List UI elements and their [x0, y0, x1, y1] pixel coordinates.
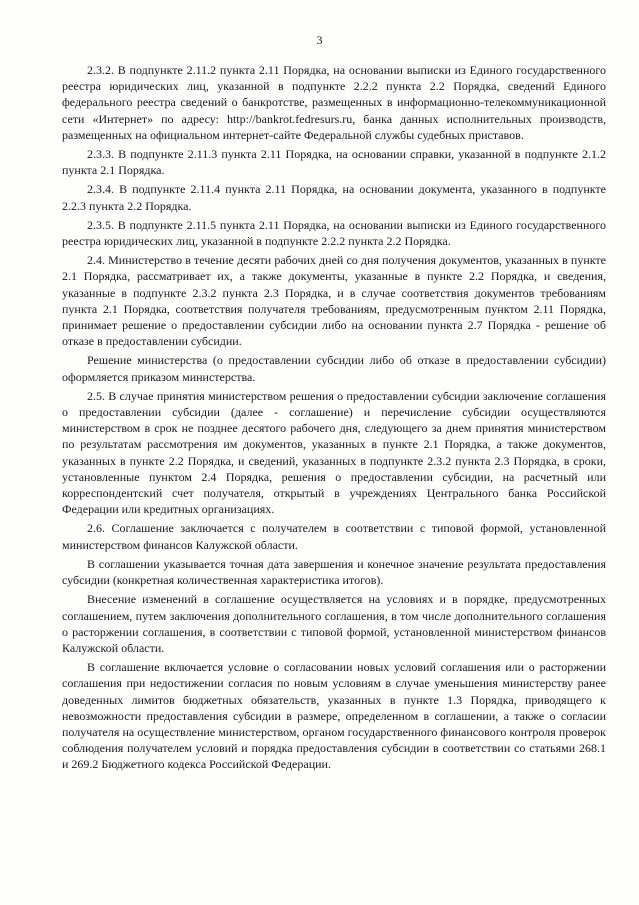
paragraph-2-6-result-date: В соглашении указывается точная дата завершения и конечное значение результата предоставления субсидии (конкретная количественная характеристика итогов). [62, 556, 606, 588]
paragraph-2-6: 2.6. Соглашение заключается с получателем в соответствии с типовой формой, установленной министерством финансов Калужской области. [62, 521, 606, 552]
paragraph-2-3-5: 2.3.5. В подпункте 2.11.5 пункта 2.11 Порядка, на основании выписки из Единого государственного реестра юридических лиц, указанной в подпункте 2.2.2 пункта 2.2 Порядка. [62, 217, 606, 249]
paragraph-2-3-2: 2.3.2. В подпункте 2.11.2 пункта 2.11 Порядка, на основании выписки из Единого государственного реестра юридических лиц, указанной в подпункте 2.2.2 пункта 2.2 Порядка, сведений Единого федерального реестра сведений о банкротстве, размещенных в информационно-телекоммуникационной сети «Интернет» по адресу: http://bankrot.fedresurs.ru, банка данных исполнительных производств, размещенных на официальном интернет-сайте Федеральной службы судебных приставов. [62, 63, 606, 142]
paragraph-2-3-3: 2.3.3. В подпункте 2.11.3 пункта 2.11 Порядка, на основании справки, указанной в подпункте 2.1.2 пункта 2.1 Порядка. [62, 147, 606, 178]
paragraph-2-5: 2.5. В случае принятия министерством решения о предоставлении субсидии заключение соглашения о предоставлении субсидии (далее - соглашение) и перечисление субсидии осуществляются министерством в срок не позднее десятого рабочего дня, следующего за днем принятия министерством по результатам рассмотрения им документов, указанных в пункте 2.1 Порядка, а также документов, указанных в пункте 2.2 Порядка, и сведений, указанных в подпункте 2.3.2 пункта 2.3 Порядка, в сроки, установленные пунктом 2.4 Порядка, решения о предоставлении субсидии, на расчетный или корреспондентский счет получателя, открытый в учреждениях Центрального банка Российской Федерации или кредитных организациях. [62, 388, 606, 517]
paragraph-2-4-decision: Решение министерства (о предоставлении субсидии либо об отказе в предоставлении субсидии) оформляется приказом министерства. [62, 353, 606, 384]
paragraph-2-3-4: 2.3.4. В подпункте 2.11.4 пункта 2.11 Порядка, на основании документа, указанного в подпункте 2.2.3 пункта 2.2 Порядка. [62, 182, 606, 213]
paragraph-2-6-conditions: В соглашение включается условие о согласовании новых условий соглашения или о расторжении соглашения при недостижении согласия по новым условиям в случае уменьшения министерству ранее доведенных лимитов бюджетных обязательств, указанных в пункте 1.3 Порядка, приводящего к невозможности предоставления субсидии в размере, определенном в соглашении, а также о согласии получателя на осуществление министерством, органом государственного финансового контроля проверок соблюдения получателем условий и порядка предоставления субсидии в соответствии со статьями 268.1 и 269.2 Бюджетного кодекса Российской Федерации. [62, 660, 606, 772]
paragraph-2-4: 2.4. Министерство в течение десяти рабочих дней со дня получения документов, указанных в пункте 2.1 Порядка, рассматривает их, а также документы, указанные в пункте 2.2 Порядка, и сведения, указанные в подпункте 2.3.2 пункта 2.3 Порядка, и в случае соответствия документов требованиям пункта 2.1 Порядка, соответствия получателя требованиям, предусмотренным пунктом 2.11 Порядка, принимает решение о предоставлении субсидии либо на основании пункта 2.7 Порядка - решение об отказе в предоставлении субсидии. [62, 253, 606, 349]
paragraph-2-6-amendments: Внесение изменений в соглашение осуществляется на условиях и в порядке, предусмотренных соглашением, путем заключения дополнительного соглашения, в том числе дополнительного соглашения о расторжении соглашения, в соответствии с типовой формой, установленной министерством финансов Калужской области. [62, 592, 606, 655]
page-number: 3 [316, 33, 323, 47]
document-body [62, 62, 606, 776]
